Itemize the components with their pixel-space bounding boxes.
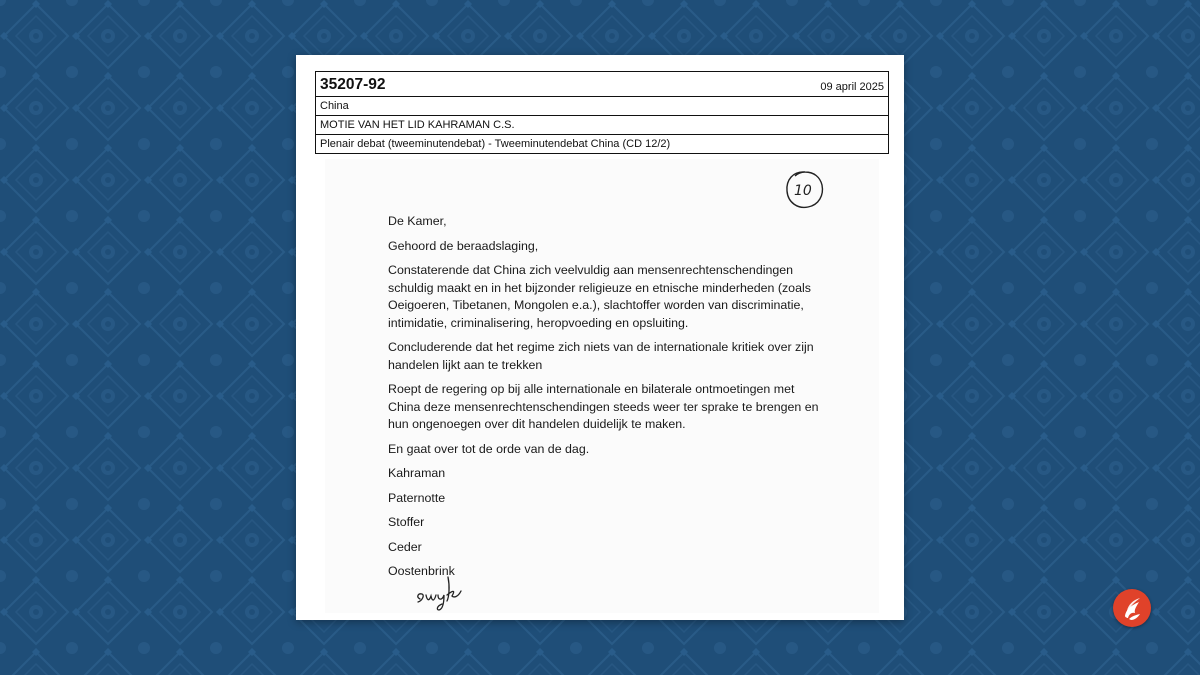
handwritten-signature xyxy=(414,567,474,612)
scanned-motion-body xyxy=(325,159,879,613)
handwritten-motion-number xyxy=(783,168,827,212)
signer-name: Ceder xyxy=(388,539,422,554)
considering-clause: Constaterende dat China zich veelvuldig aan mensenrechtenschendingen schuldig maakt en in het bijzonder religieuze en etnische minderheden (zoals Oeigoeren, Tibetanen, Mongolen e.a.), slachtoffer worden van discriminatie, intimidatie, criminalisering, heropvoeding en opsluiting. xyxy=(388,263,811,330)
motion-text xyxy=(388,213,828,588)
header-row-subject: China xyxy=(316,96,888,115)
signer-name: Paternotte xyxy=(388,490,446,505)
concluding-clause: Concluderende dat het regime zich niets van de internationale kritiek over zijn handelen lijkt aan te trekken xyxy=(388,340,814,372)
salutation: De Kamer, xyxy=(388,214,447,228)
header-row-motion-title: MOTIE VAN HET LID KAHRAMAN C.S. xyxy=(316,115,888,134)
signer-name: Oostenbrink xyxy=(388,564,455,578)
header-row-number xyxy=(316,72,888,96)
header-row-debate: Plenair debat (tweeminutendebat) - Tweeminutendebat China (CD 12/2) xyxy=(316,134,888,153)
motion-document xyxy=(296,55,904,620)
signer-name: Stoffer xyxy=(388,515,425,529)
call-clause: Roept de regering op bij alle internationale en bilaterale ontmoetingen met China deze mensenrechtenschendingen steeds weer ter sprake te brengen en hun ongenoegen over dit handelen duidelijk te maken. xyxy=(388,382,819,431)
document-number: 35207-92 xyxy=(320,76,386,93)
heard-clause: Gehoord de beraadslaging, xyxy=(388,238,539,253)
flame-logo-icon xyxy=(1113,589,1151,627)
svg-text:10: 10 xyxy=(794,183,812,199)
document-header-table xyxy=(315,71,889,154)
closing-clause: En gaat over tot de orde van de dag. xyxy=(388,441,590,456)
document-date: 09 april 2025 xyxy=(820,81,884,93)
signer-name: Kahraman xyxy=(388,466,446,480)
